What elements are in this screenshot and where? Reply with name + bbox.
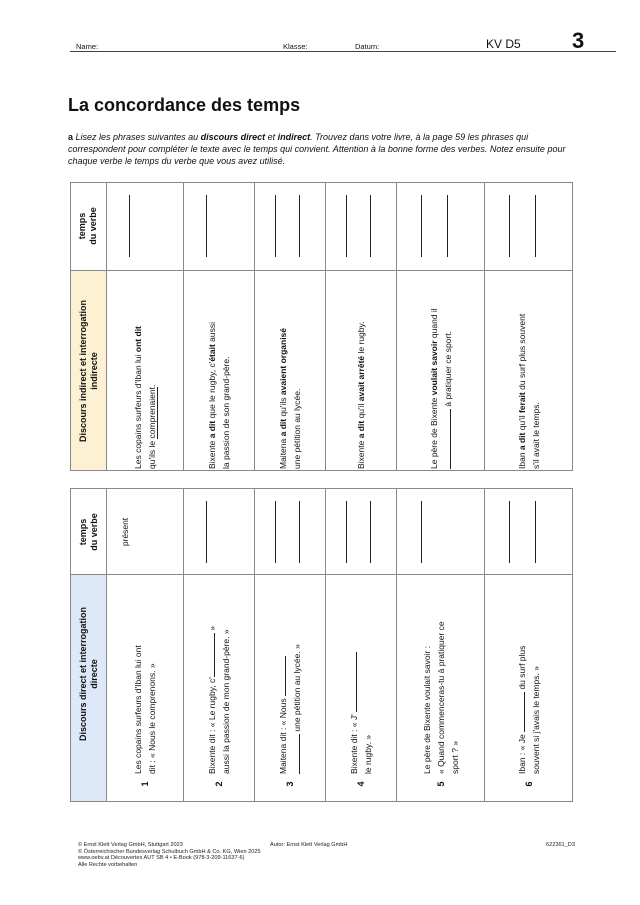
direct-row-6: Iban : « Je du surf plus souvent si j'avais le temps. » 6 <box>485 575 573 802</box>
answer-blank[interactable] <box>206 633 215 677</box>
indirect-row-3: Maitena a dit qu'ils avaient organisé une pétition au lycée. <box>255 271 326 471</box>
answer-blank[interactable] <box>277 656 286 696</box>
row-number: 6 <box>523 781 534 787</box>
answer-cell <box>397 489 485 575</box>
answer-cell <box>184 489 255 575</box>
header-direct-temps: temps du verbe <box>71 489 107 575</box>
answer-blank[interactable] <box>291 734 300 774</box>
row-number: 5 <box>435 781 446 787</box>
copyright-footer: © Ernst Klett Verlag GmbH, Stuttgart 2023 © Österreichischer Bundesverlag Schulbuch GmbH & Co. KG, Wien 2025 www.oebv.at Découvertes AUT SB 4 • E-Book (978-3-209-11637-6) Alle Rechte vorbehalten <box>78 842 261 868</box>
answer-cell <box>107 183 184 271</box>
answer-cell <box>255 489 326 575</box>
page-number: 3 <box>572 28 585 53</box>
answer-cell <box>326 489 397 575</box>
answer-cell <box>485 489 573 575</box>
row-number: 2 <box>214 781 224 787</box>
page-title: La concordance des temps <box>68 95 301 115</box>
header-indirect-temps-label: temps du verbe <box>77 207 98 245</box>
row-number: 1 <box>140 781 150 787</box>
direct-row-3: Maitena dit : « Nous une pétition au lycée. » 3 <box>255 575 326 802</box>
worksheet-code: KV D5 <box>486 37 521 51</box>
answer-blank[interactable] <box>442 409 451 469</box>
answer-blank[interactable] <box>348 652 357 712</box>
indirect-row-6: Iban a dit qu'il ferait du surf plus souvent s'il avait le temps. <box>485 271 573 471</box>
answer-cell <box>397 183 485 271</box>
answer-cell <box>326 183 397 271</box>
indirect-row-1: Les copains surfeurs d'Iban lui ont dit qu'ils le comprenaient. <box>107 271 184 471</box>
answer-present: présent <box>120 517 130 546</box>
instruction-letter: a <box>68 132 74 142</box>
row-number: 4 <box>356 781 366 787</box>
document-code: 622361_D3 <box>546 842 575 848</box>
name-label: Name: <box>76 42 99 51</box>
answer-cell <box>184 183 255 271</box>
header-indirect-discours: Discours indirect et interrogation indirecte <box>71 271 107 471</box>
instruction-text: a Lisez les phrases suivantes au discours direct et indirect. Trouvez dans votre livre, à la page 59 les phrases qui correspondent pour compléter le texte avec le temps qui convient. Attention à la bonne forme des verbes. Notez ensuite pour chaque verbe le temps du verbe que vous avez utilisé. <box>68 132 566 166</box>
answer-blank[interactable] <box>516 692 525 732</box>
direct-row-2: Bixente dit : « Le rugby, c' » aussi la passion de mon grand-père. » 2 <box>184 575 255 802</box>
indirect-row-4: Bixente a dit qu'il avait arrêté le rugby. <box>326 271 397 471</box>
direct-row-5: Le père de Bixente voulait savoir : « Quand commenceras-tu à pratiquer ce sport ? » 5 <box>397 575 485 802</box>
date-label: Datum: <box>355 42 380 51</box>
indirect-row-2: Bixente a dit que le rugby, c'était aussi la passion de son grand-père. <box>184 271 255 471</box>
direct-row-4: Bixente dit : « J' le rugby. » 4 <box>326 575 397 802</box>
answer-cell <box>107 489 184 575</box>
filled-answer: comprenaient <box>147 386 157 439</box>
direct-speech-table <box>70 488 573 802</box>
author-footer: Autor: Ernst Klett Verlag GmbH <box>270 842 348 848</box>
class-label: Klasse: <box>283 42 308 51</box>
answer-cell <box>255 183 326 271</box>
row-number: 3 <box>285 781 295 787</box>
direct-row-1: Les copains surfeurs d'Iban lui ont dit : « Nous le comprenons. » 1 <box>107 575 184 802</box>
indirect-speech-table <box>70 182 573 471</box>
answer-cell <box>485 183 573 271</box>
indirect-row-5: Le père de Bixente voulait savoir quand il à pratiquer ce sport. <box>397 271 485 471</box>
header-direct-discours: Discours direct et interrogation directe <box>71 575 107 802</box>
page-header <box>0 0 640 60</box>
header-divider <box>70 51 616 52</box>
